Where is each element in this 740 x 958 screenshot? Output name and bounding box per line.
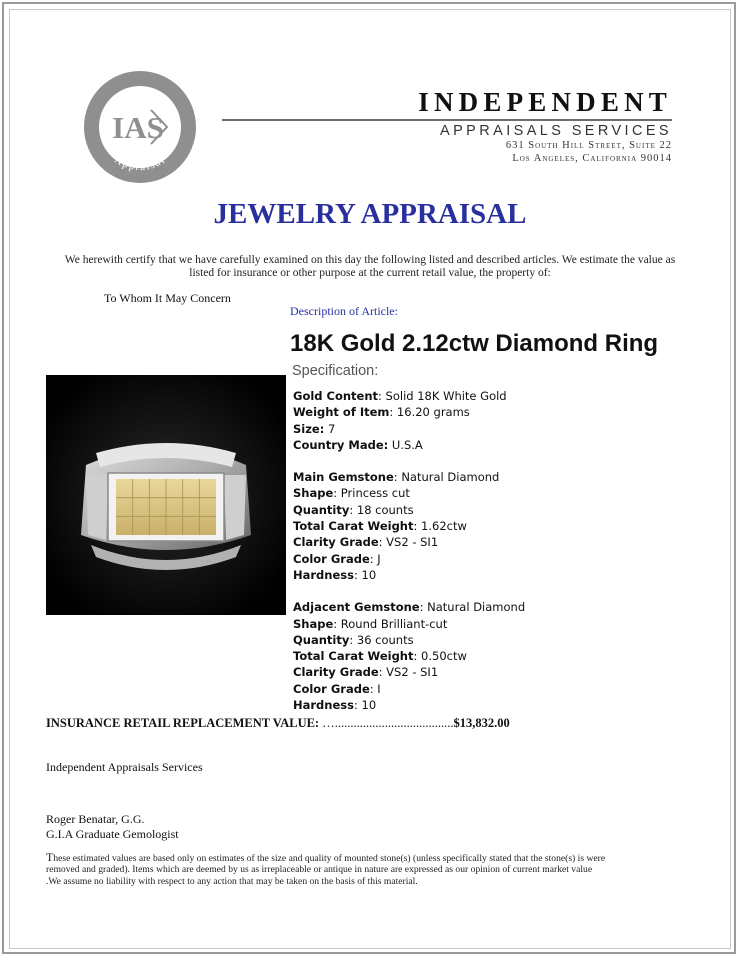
spec-value: 0.50ctw [417,649,467,664]
insurance-value-amount: $13,832.00 [453,716,510,730]
insurance-value-label: INSURANCE RETAIL REPLACEMENT VALUE: [46,716,320,730]
spec-value: 10 [357,567,377,582]
signature-company: Independent Appraisals Services [46,760,203,774]
disclaimer-text: hese estimated values are based only on estimates of the size and quality of mounted stone(s) (unless specifically stated that the stone(s) is were removed and graded). Items which are deemed by us as irreplaceable or antique in nature are expressed as our opinion of current market value .We assume no liability with respect to any action that may be taken on the basis of this material. [46,853,606,887]
spec-key: Quantity [293,502,350,517]
spec-key: Gold Content [293,389,379,403]
spec-key: Size: [293,421,325,436]
spec-separator: : [333,486,338,501]
ias-logo [81,68,199,186]
spec-value: 16.20 grams [393,405,470,420]
spec-value: I [373,681,381,696]
spec-separator: : [413,649,418,664]
spec-separator: : [378,535,383,550]
appraiser-block [46,812,179,842]
spec-row [293,632,525,648]
intro-paragraph: We herewith certify that we have carefully examined on this day the following listed and described articles. We estimate the value as listed for insurance or other purpose at the current retail value, the property of: [64,254,676,279]
insurance-value-line [46,716,510,731]
spec-key: Main Gemstone [293,470,394,485]
spec-value: U.S.A [388,437,423,452]
spec-value: Solid 18K White Gold [381,389,507,403]
company-address-line1: 631 South Hill Street, Suite 22 [505,140,672,151]
spec-value: 10 [357,698,377,713]
spec-separator: : [413,519,418,534]
spec-separator: : [369,551,374,566]
spec-row [293,697,525,713]
spec-value: 7 [324,421,336,436]
spec-value: VS2 - SI1 [382,665,439,680]
company-header [410,87,672,165]
spec-row [293,616,525,632]
spec-value: Natural Diamond [423,600,526,615]
spec-group-gap [293,583,525,599]
spec-separator: : [333,616,338,631]
spec-key: Quantity [293,632,350,647]
spec-key: Color Grade [293,681,370,696]
spec-group-gap [293,453,525,469]
spec-value: Round Brilliant-cut [337,616,448,631]
spec-key: Weight of Item [293,405,390,420]
spec-key: Hardness [293,567,354,582]
company-services: APPRAISALS SERVICES [440,123,672,139]
spec-value: Princess cut [337,486,410,501]
product-title: 18K Gold 2.12ctw Diamond Ring [290,330,659,357]
spec-row [293,437,525,453]
appraiser-title: G.I.A Graduate Gemologist [46,827,179,841]
spec-key: Shape [293,486,334,501]
ring-photo [46,375,286,615]
company-name: INDEPENDENT [418,87,672,117]
spec-row [293,567,525,583]
spec-key: Hardness [293,698,354,713]
spec-key: Total Carat Weight [293,649,414,664]
spec-separator: : [389,405,394,420]
spec-value: 18 counts [353,502,414,517]
spec-row [293,485,525,501]
spec-row [293,421,525,437]
company-address-line2: Los Angeles, California 90014 [512,153,672,164]
appraiser-name: Roger Benatar, G.G. [46,812,145,826]
spec-row [293,469,525,485]
spec-key: Adjacent Gemstone [293,600,420,615]
disclaimer [46,852,606,887]
spec-separator: : [353,567,358,582]
spec-separator: : [353,698,358,713]
specifications [293,388,525,713]
logo-ring-text: Appraisal [112,153,168,174]
spec-separator: : [378,665,383,680]
spec-separator: : [349,502,354,517]
spec-separator: : [378,389,382,403]
spec-row [293,502,525,518]
spec-row [293,518,525,534]
spec-row [293,681,525,697]
spec-row [293,534,525,550]
spec-key: Shape [293,616,334,631]
spec-row [293,404,525,420]
disclaimer-first-letter: T [46,850,54,864]
spec-value: 36 counts [353,632,414,647]
spec-value: 1.62ctw [417,519,467,534]
recipient: To Whom It May Concern [104,291,231,305]
spec-key: Clarity Grade [293,535,379,550]
spec-value: VS2 - SI1 [382,535,439,550]
document-title: JEWELRY APPRAISAL [213,198,527,230]
spec-row [293,664,525,680]
spec-separator: : [393,470,398,485]
spec-key: Clarity Grade [293,665,379,680]
spec-key: Total Carat Weight [293,519,414,534]
spec-row [293,551,525,567]
spec-key: Color Grade [293,551,370,566]
spec-row [293,388,525,404]
value-leader-dots: …...................................... [319,716,454,730]
spec-value: Natural Diamond [397,470,500,485]
spec-value: J [373,551,381,566]
description-label: Description of Article: [290,304,398,318]
spec-key: Country Made: [293,437,389,452]
header-rule [222,119,672,121]
spec-separator: : [349,632,354,647]
logo-initials: IAS [112,110,164,145]
spec-separator: : [369,681,374,696]
spec-row [293,599,525,615]
spec-separator: : [419,600,424,615]
spec-row [293,648,525,664]
specification-label: Specification: [292,363,379,379]
